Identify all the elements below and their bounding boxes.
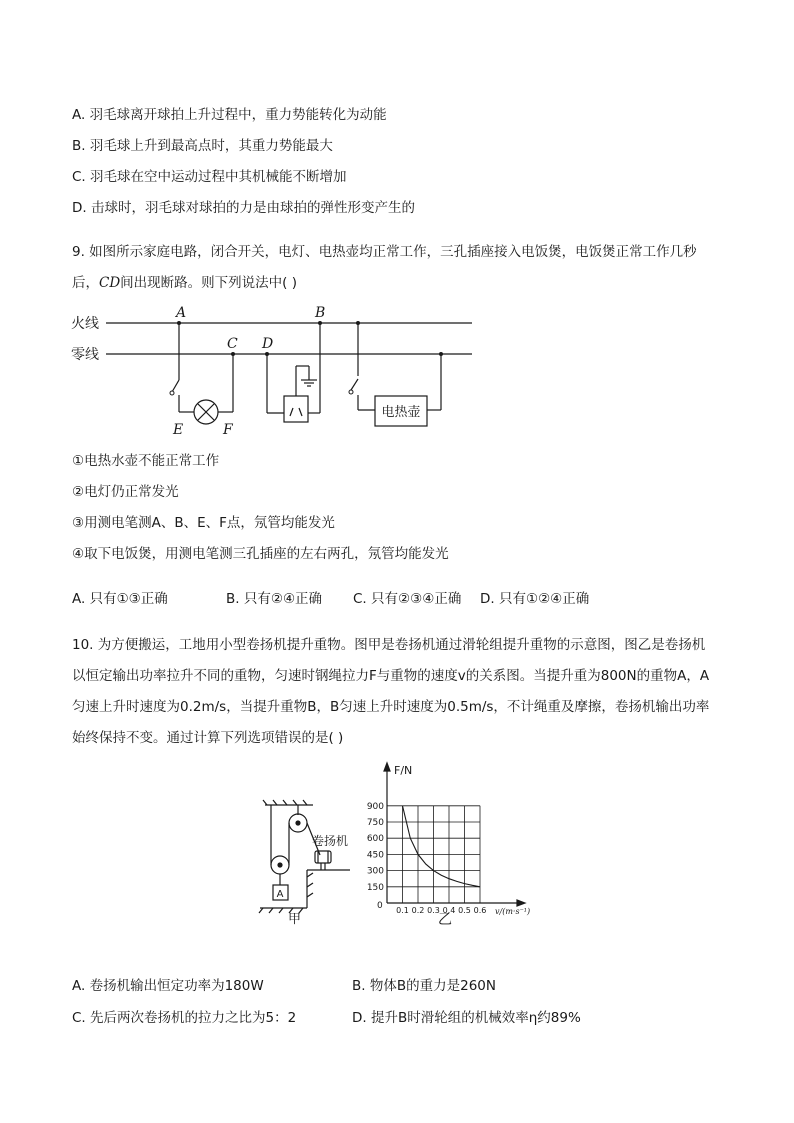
x-tick-label: 0.2 bbox=[411, 906, 425, 915]
label-c: C bbox=[227, 336, 238, 352]
f-v-curve bbox=[403, 806, 481, 887]
q9-stem-line2: 后，CD间出现断路。则下列说法中( ) bbox=[72, 275, 297, 291]
q9-option-b: B. 只有②④正确 bbox=[226, 591, 323, 607]
q10-stem-line3: 匀速上升时速度为0.2m/s，当提升重物B，B匀速上升时速度为0.5m/s，不计绳重及摩擦，卷扬机输出功率 bbox=[72, 699, 710, 715]
q9-stem-line1: 9. 如图所示家庭电路，闭合开关，电灯、电热壶均正常工作，三孔插座接入电饭煲，电饭煲正常工作几秒 bbox=[72, 244, 697, 260]
q8-option-b: B. 羽毛球上升到最高点时，其重力势能最大 bbox=[72, 138, 333, 154]
winch-label: 卷扬机 bbox=[312, 834, 349, 848]
label-d: D bbox=[262, 336, 274, 352]
y-tick-label: 300 bbox=[366, 866, 384, 877]
x-tick-label: 0.6 bbox=[473, 906, 487, 915]
q9-option-d: D. 只有①②④正确 bbox=[480, 591, 590, 607]
q10-stem-line2: 以恒定输出功率拉升不同的重物，匀速时钢绳拉力F与重物的速度v的关系图。当提升重为800N的重物A，A bbox=[72, 668, 710, 684]
figure-yi-caption: 乙 bbox=[438, 912, 452, 928]
block-label: A bbox=[276, 889, 284, 900]
x-tick-label: 0.4 bbox=[442, 906, 456, 915]
label-b: B bbox=[315, 305, 326, 321]
q10-stem-line1: 10. 为方便搬运，工地用小型卷扬机提升重物。图甲是卷扬机通过滑轮组提升重物的示意图，图乙是卷扬机 bbox=[72, 637, 706, 653]
y-tick-label: 600 bbox=[366, 834, 384, 845]
q10-stem-line4: 始终保持不变。通过计算下列选项错误的是( ) bbox=[72, 730, 344, 746]
y-tick-label: 450 bbox=[366, 850, 384, 861]
circuit-diagram bbox=[66, 300, 486, 440]
q9-statement-3: ③用测电笔测A、B、E、F点，氖管均能发光 bbox=[72, 515, 335, 531]
chart-series bbox=[403, 806, 481, 887]
x-tick-label: 0.1 bbox=[396, 906, 409, 915]
q9-statement-1: ①电热水壶不能正常工作 bbox=[72, 453, 220, 469]
chart-axes bbox=[384, 763, 525, 906]
figure-jia-pulley bbox=[255, 795, 365, 930]
label-e: E bbox=[173, 422, 184, 438]
label-f: F bbox=[223, 422, 233, 438]
q8-option-d: D. 击球时，羽毛球对球拍的力是由球拍的弹性形变产生的 bbox=[72, 200, 415, 216]
chart-grid bbox=[387, 806, 480, 903]
x-tick-label: 0.5 bbox=[458, 906, 471, 915]
kettle-label: 电热壶 bbox=[381, 405, 421, 420]
y-axis-label: F/N bbox=[394, 764, 413, 777]
label-a: A bbox=[176, 305, 187, 321]
q9-option-a: A. 只有①③正确 bbox=[72, 591, 168, 607]
y-tick-label: 150 bbox=[366, 882, 384, 893]
q9-statement-4: ④取下电饭煲，用测电笔测三孔插座的左右两孔，氖管均能发光 bbox=[72, 546, 449, 562]
q8-option-c: C. 羽毛球在空中运动过程中其机械能不断增加 bbox=[72, 169, 347, 185]
figure-jia-caption: 甲 bbox=[288, 912, 302, 927]
y-tick-label: 900 bbox=[366, 801, 384, 812]
q9-option-c: C. 只有②③④正确 bbox=[353, 591, 462, 607]
q10-option-c: C. 先后两次卷扬机的拉力之比为5：2 bbox=[72, 1010, 297, 1026]
x-tick-label: 0.3 bbox=[427, 906, 440, 915]
neutral-wire-label: 零线 bbox=[71, 347, 99, 363]
socket-icon bbox=[284, 396, 308, 422]
y-tick-label: 750 bbox=[366, 818, 384, 828]
winch-icon bbox=[315, 851, 331, 863]
q10-option-b: B. 物体B的重力是260N bbox=[352, 978, 496, 994]
live-wire-label: 火线 bbox=[71, 316, 99, 332]
origin-label: 0 bbox=[377, 901, 383, 911]
q10-option-a: A. 卷扬机输出恒定功率为180W bbox=[72, 978, 264, 994]
x-axis-label: v/(m·s⁻¹) bbox=[495, 907, 531, 916]
q8-option-a: A. 羽毛球离开球拍上升过程中，重力势能转化为动能 bbox=[72, 107, 387, 123]
q9-statement-2: ②电灯仍正常发光 bbox=[72, 484, 179, 500]
figure-yi-chart bbox=[360, 760, 550, 930]
q10-option-d: D. 提升B时滑轮组的机械效率η约89% bbox=[352, 1010, 581, 1026]
